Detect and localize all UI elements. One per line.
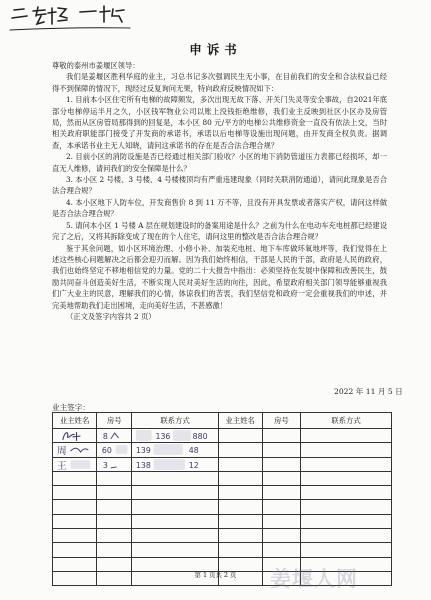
signature-contact [132, 443, 218, 457]
table-row-empty [53, 543, 392, 557]
signature-label: 业主签字： [52, 403, 90, 412]
header-room-2: 房号 [262, 413, 300, 429]
paragraph-intro: 我们是姜堰区胜利华庭的业主，习总书记多次强调民生无小事，在目前我们的安全和合法权益已经得不到保障的情况下，现经过反复询问无果，特向政府反映情况如下： [52, 72, 387, 93]
signature-name [53, 429, 97, 443]
handwritten-header [0, 0, 140, 40]
table-row [53, 429, 392, 443]
signature-contact [132, 429, 218, 443]
paragraph-fire-safety: 2. 目前小区的消防设施是否已经通过相关部门验收？小区的地下消防管道压力表都已经损坏，却一直无人维修，请问我们的安全保障是什么？ [52, 152, 387, 173]
paragraph-building-a: 5. 请问本小区 1 号楼 A 层在规划建设时的备案用途是什么？之前为什么在电动车充电桩都已经建设完了之后，又将其拆除变成了现在的个人住宅，请问这里的整改是否合法合理合规？ [52, 220, 387, 242]
document-date: 2022 年 11 月 5 日 [334, 387, 403, 396]
paragraph-parking: 4. 本小区地下人防车位，开发商售价 8 到 11 万不等，且没有开具发票或者落实产权，请问这样做是否合法合理合规？ [52, 197, 387, 219]
page-footer: 第 1 页共 2 页 [194, 571, 237, 579]
svg-text:3: 3 [103, 460, 109, 470]
header-owner-name: 业主姓名 [53, 413, 97, 429]
svg-text:48: 48 [189, 446, 200, 456]
header-owner-name-2: 业主姓名 [218, 413, 262, 429]
table-row [53, 443, 392, 457]
table-row [53, 457, 392, 471]
svg-text:60: 60 [102, 446, 113, 456]
svg-text:880: 880 [193, 432, 209, 442]
table-row-empty [53, 500, 392, 514]
table-row-empty [53, 514, 392, 528]
signature-table [52, 412, 392, 586]
header-contact-2: 联系方式 [300, 413, 391, 429]
signature-name [53, 443, 97, 457]
signature-room [97, 443, 132, 457]
table-row-empty [53, 486, 392, 500]
header-room: 房号 [97, 413, 132, 429]
svg-text:12: 12 [189, 460, 200, 470]
watermark: 姜堰人网 [270, 567, 358, 591]
svg-text:8: 8 [103, 432, 109, 442]
signature-name [53, 457, 97, 471]
svg-text:周: 周 [56, 446, 67, 457]
salutation: 尊敬的泰州市姜堰区领导： [52, 61, 140, 70]
header-contact: 联系方式 [132, 413, 218, 429]
table-header-row [53, 413, 392, 429]
document-title: 申诉书 [189, 42, 242, 57]
signature-room [97, 457, 132, 471]
page-count-note: （正文及签字内容共 2 页） [66, 311, 156, 321]
paragraph-elevator: 1. 目前本小区住宅所有电梯的故障频发，多次出现无故下落、开关门失灵等安全事故，自2021年底部分电梯停运半月之久，小区钱军物业公司以账上没钱拒绝维修，我们业主反映到社区小区办及房管局，然而从区房管局那得到的回复是，本小区 80 元/平方的电梯公共维修资金一直没有依法上交，当时相关政府职能部门接受了开发商的承诺书，承诺以后电梯等设施出现问题，由开发商全权负责。据调查，本承诺书业主无人知晓，请问这承诺书的存在是否合法合理合规？ [52, 95, 387, 150]
svg-text:136: 136 [155, 432, 171, 442]
petition-body [52, 60, 387, 322]
paragraph-conclusion: 鉴于其余问题，如小区环境治理、小修小补、加装充电桩、地下车库做环氧地坪等，我们觉得在上述这些核心问题解决之后都会迎刃而解。因为我们始终相信，干部是人民的干部，政府是人民的政府，我们也始终坚定不移地相信党的力量。党的二十大报告中指出：必须坚持在发展中保障和改善民生，鼓励共同奋斗创造美好生活，不断实现人民对美好生活的向往，因此，希望政府相关部门领导能够重视我们广大业主的民意，理解我们的心情，体谅我们的苦衷，我们坚信党和政府一定会重视我们的申述，并完美地帮助我们走出困境，走向美好生活，不甚感激！ [52, 243, 387, 310]
svg-text:138: 138 [136, 460, 152, 470]
signature-room [97, 429, 132, 443]
paragraph-rooftop: 3. 本小区 2 号楼、3 号楼、4 号楼楼顶均有严重违建现象（同时关联消防通道），请问此现象是否合法合理合规？ [52, 175, 387, 196]
svg-text:王: 王 [56, 460, 67, 471]
table-row-empty [53, 471, 392, 485]
signature-contact [132, 457, 218, 471]
table-row-empty [53, 529, 392, 543]
svg-text:139: 139 [136, 446, 152, 456]
